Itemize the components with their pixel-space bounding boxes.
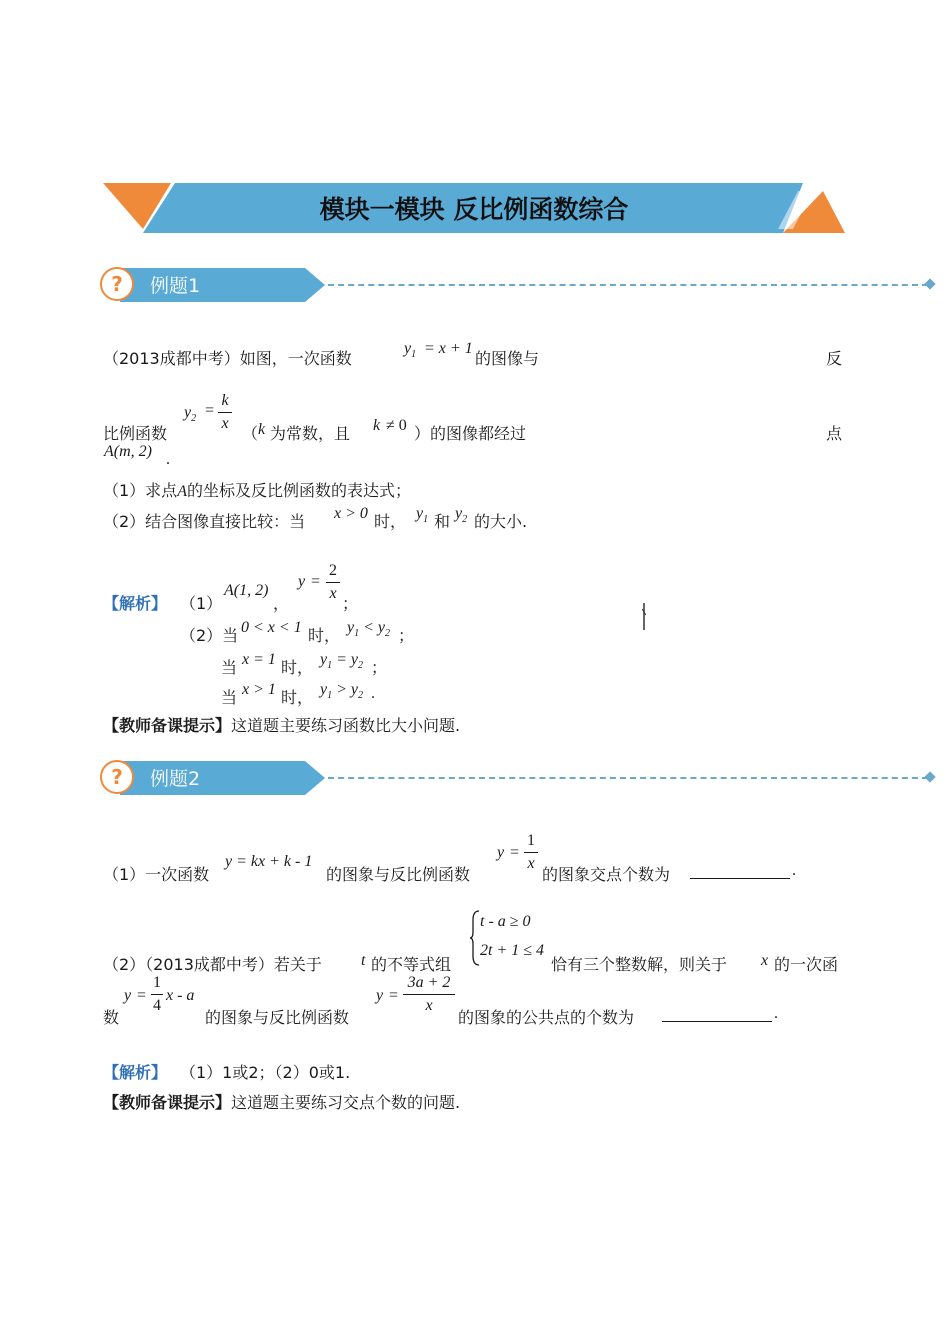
ex2-inv-y: y	[376, 987, 384, 1004]
solution-1-p1: （1）	[180, 594, 223, 613]
solution-1-shi2: 时，	[281, 658, 314, 677]
solution-1-r1: $y_1 < y_2$	[347, 619, 391, 639]
ex1-point: A(m, 2)	[104, 443, 152, 460]
ex2-sys2: 2t + 1 ≤ 4	[480, 942, 545, 959]
ex2-inv-eq: =	[389, 987, 399, 1004]
solution-1-tag: 【解析】	[103, 594, 168, 613]
ex1-line2-mid1: （	[242, 424, 259, 443]
ex1-x-gt0: x > 0	[334, 505, 368, 522]
ex1-eq: =	[205, 402, 215, 419]
ex2-q2-e: 数	[103, 1008, 120, 1027]
banner-title: 模块一模块 反比例函数综合	[319, 195, 629, 224]
solution-2-tag: 【解析】	[103, 1063, 168, 1082]
solution-1-p2: （2）当	[180, 626, 239, 645]
solution-1-c2: x = 1	[242, 651, 276, 668]
ex1-k-ne0: ≠ 0	[386, 417, 407, 434]
ex1-point-end: .	[166, 451, 170, 468]
ex2-q1-fn: y = kx + k - 1	[225, 853, 313, 870]
ex1-line1-mid: 的图像与	[475, 349, 540, 368]
example-2-label: 例题2	[150, 767, 201, 790]
solution-2-tip: 【教师备课提示】这道题主要练习交点个数的问题.	[103, 1093, 461, 1112]
system-brace	[470, 910, 480, 966]
ex2-q2-a: （2）（2013成都中考）若关于	[103, 955, 322, 974]
ex2-q2-b: 的不等式组	[371, 955, 452, 974]
ex2-lin-y: y	[124, 987, 132, 1004]
divider-end-dot	[924, 278, 935, 289]
ex1-line2-end: 点	[826, 424, 843, 443]
ex2-q2-x: x	[761, 952, 769, 969]
answer-blank-2[interactable]	[662, 1005, 772, 1022]
ex2-q2-g: 的图象的公共点的个数为	[458, 1008, 635, 1027]
solution-1-comma: ，	[273, 594, 290, 613]
ex1-y2: $y_2$	[184, 404, 197, 424]
ex2-q2-f: 的图象与反比例函数	[205, 1008, 350, 1027]
fraction-2-over-x: 2 x	[326, 562, 340, 603]
ex2-q2-c: 恰有三个整数解，则关于	[551, 955, 728, 974]
ex1-k: k	[258, 421, 266, 438]
ex1-q2-b: 时，	[374, 512, 407, 531]
ex1-line2-prefix: 比例函数	[103, 424, 168, 443]
ex1-q2-y2: $y_2$	[455, 505, 468, 525]
divider-line	[328, 777, 928, 779]
answer-blank-1[interactable]	[690, 862, 790, 879]
divider-end-dot	[924, 771, 935, 782]
solution-1-semi2: ；	[371, 658, 388, 677]
ex1-y1-fn: = x + 1	[424, 340, 473, 357]
solution-1-shi1: 时，	[308, 626, 341, 645]
ex1-line1-prefix: （2013成都中考）如图，一次函数	[103, 349, 352, 368]
ex2-q1-end: .	[792, 862, 796, 879]
ex1-q2-d: 的大小.	[474, 512, 528, 531]
solution-1-r3: $y_1 > y_2$	[320, 681, 364, 701]
figure-placeholder-mark	[642, 603, 645, 630]
ex1-line2-mid2: 为常数，且	[270, 424, 351, 443]
solution-1-shi3: 时，	[281, 688, 314, 707]
ex1-line2-mid3: ）的图像都经过	[414, 424, 527, 443]
example-1-header	[100, 267, 840, 303]
ex2-lin-eq: =	[137, 987, 147, 1004]
solution-1-tip: 【教师备课提示】这道题主要练习函数比大小问题.	[103, 716, 461, 735]
ex2-q1-a: （1）一次函数	[103, 865, 210, 884]
solution-1-when3: 当	[221, 688, 238, 707]
ex1-q2-y1: $y_1$	[416, 505, 429, 525]
solution-1-when2: 当	[221, 658, 238, 677]
solution-1-r2: $y_1 = y_2$	[320, 651, 364, 671]
question-icon: ?	[100, 267, 134, 301]
solution-1-eq: =	[311, 573, 321, 590]
divider-line	[328, 284, 928, 286]
solution-1-c1: 0 < x < 1	[241, 619, 302, 636]
ex2-q1-b: 的图象与反比例函数	[326, 865, 471, 884]
example-1-label: 例题1	[150, 274, 201, 297]
ex2-q2-t: t	[361, 952, 366, 969]
solution-1-y: y	[298, 573, 306, 590]
ex2-q1-c: 的图象交点个数为	[542, 865, 671, 884]
ex2-q1-y: y	[497, 844, 505, 861]
ex1-k2: k	[373, 417, 381, 434]
ex1-line1-end: 反	[826, 349, 843, 368]
section-banner	[103, 183, 845, 235]
ex2-q1-eq: =	[510, 844, 520, 861]
solution-1-c3: x > 1	[242, 681, 276, 698]
ex1-q1: （1）求点A的坐标及反比例函数的表达式；	[103, 481, 411, 500]
solution-1-point: A(1, 2)	[224, 582, 269, 599]
ex2-q2-d: 的一次函	[774, 955, 839, 974]
solution-1-semi1: ；	[398, 626, 415, 645]
ex1-y1: $y_1$	[404, 340, 417, 360]
fraction-1-over-x: 1 x	[524, 832, 538, 873]
solution-1-semi: ；	[342, 594, 359, 613]
fraction-one-quarter: 1 4	[153, 974, 161, 1014]
solution-1-dot: .	[371, 685, 375, 702]
ex2-lin-rest: x - a	[166, 987, 195, 1004]
example-2-header	[100, 760, 840, 796]
question-icon: ?	[100, 760, 134, 794]
solution-2-answer: （1）1或2；（2）0或1.	[180, 1063, 351, 1082]
ex2-sys1: t - a ≥ 0	[480, 913, 531, 930]
fraction-k-over-x: k x	[218, 392, 232, 433]
ex2-q2-end: .	[774, 1005, 778, 1022]
ex1-q2: （2）结合图像直接比较：当	[103, 512, 306, 531]
fraction-3a-plus-2-over-x: 3a + 2 x	[403, 974, 455, 1015]
ex1-q2-c: 和	[434, 512, 451, 531]
